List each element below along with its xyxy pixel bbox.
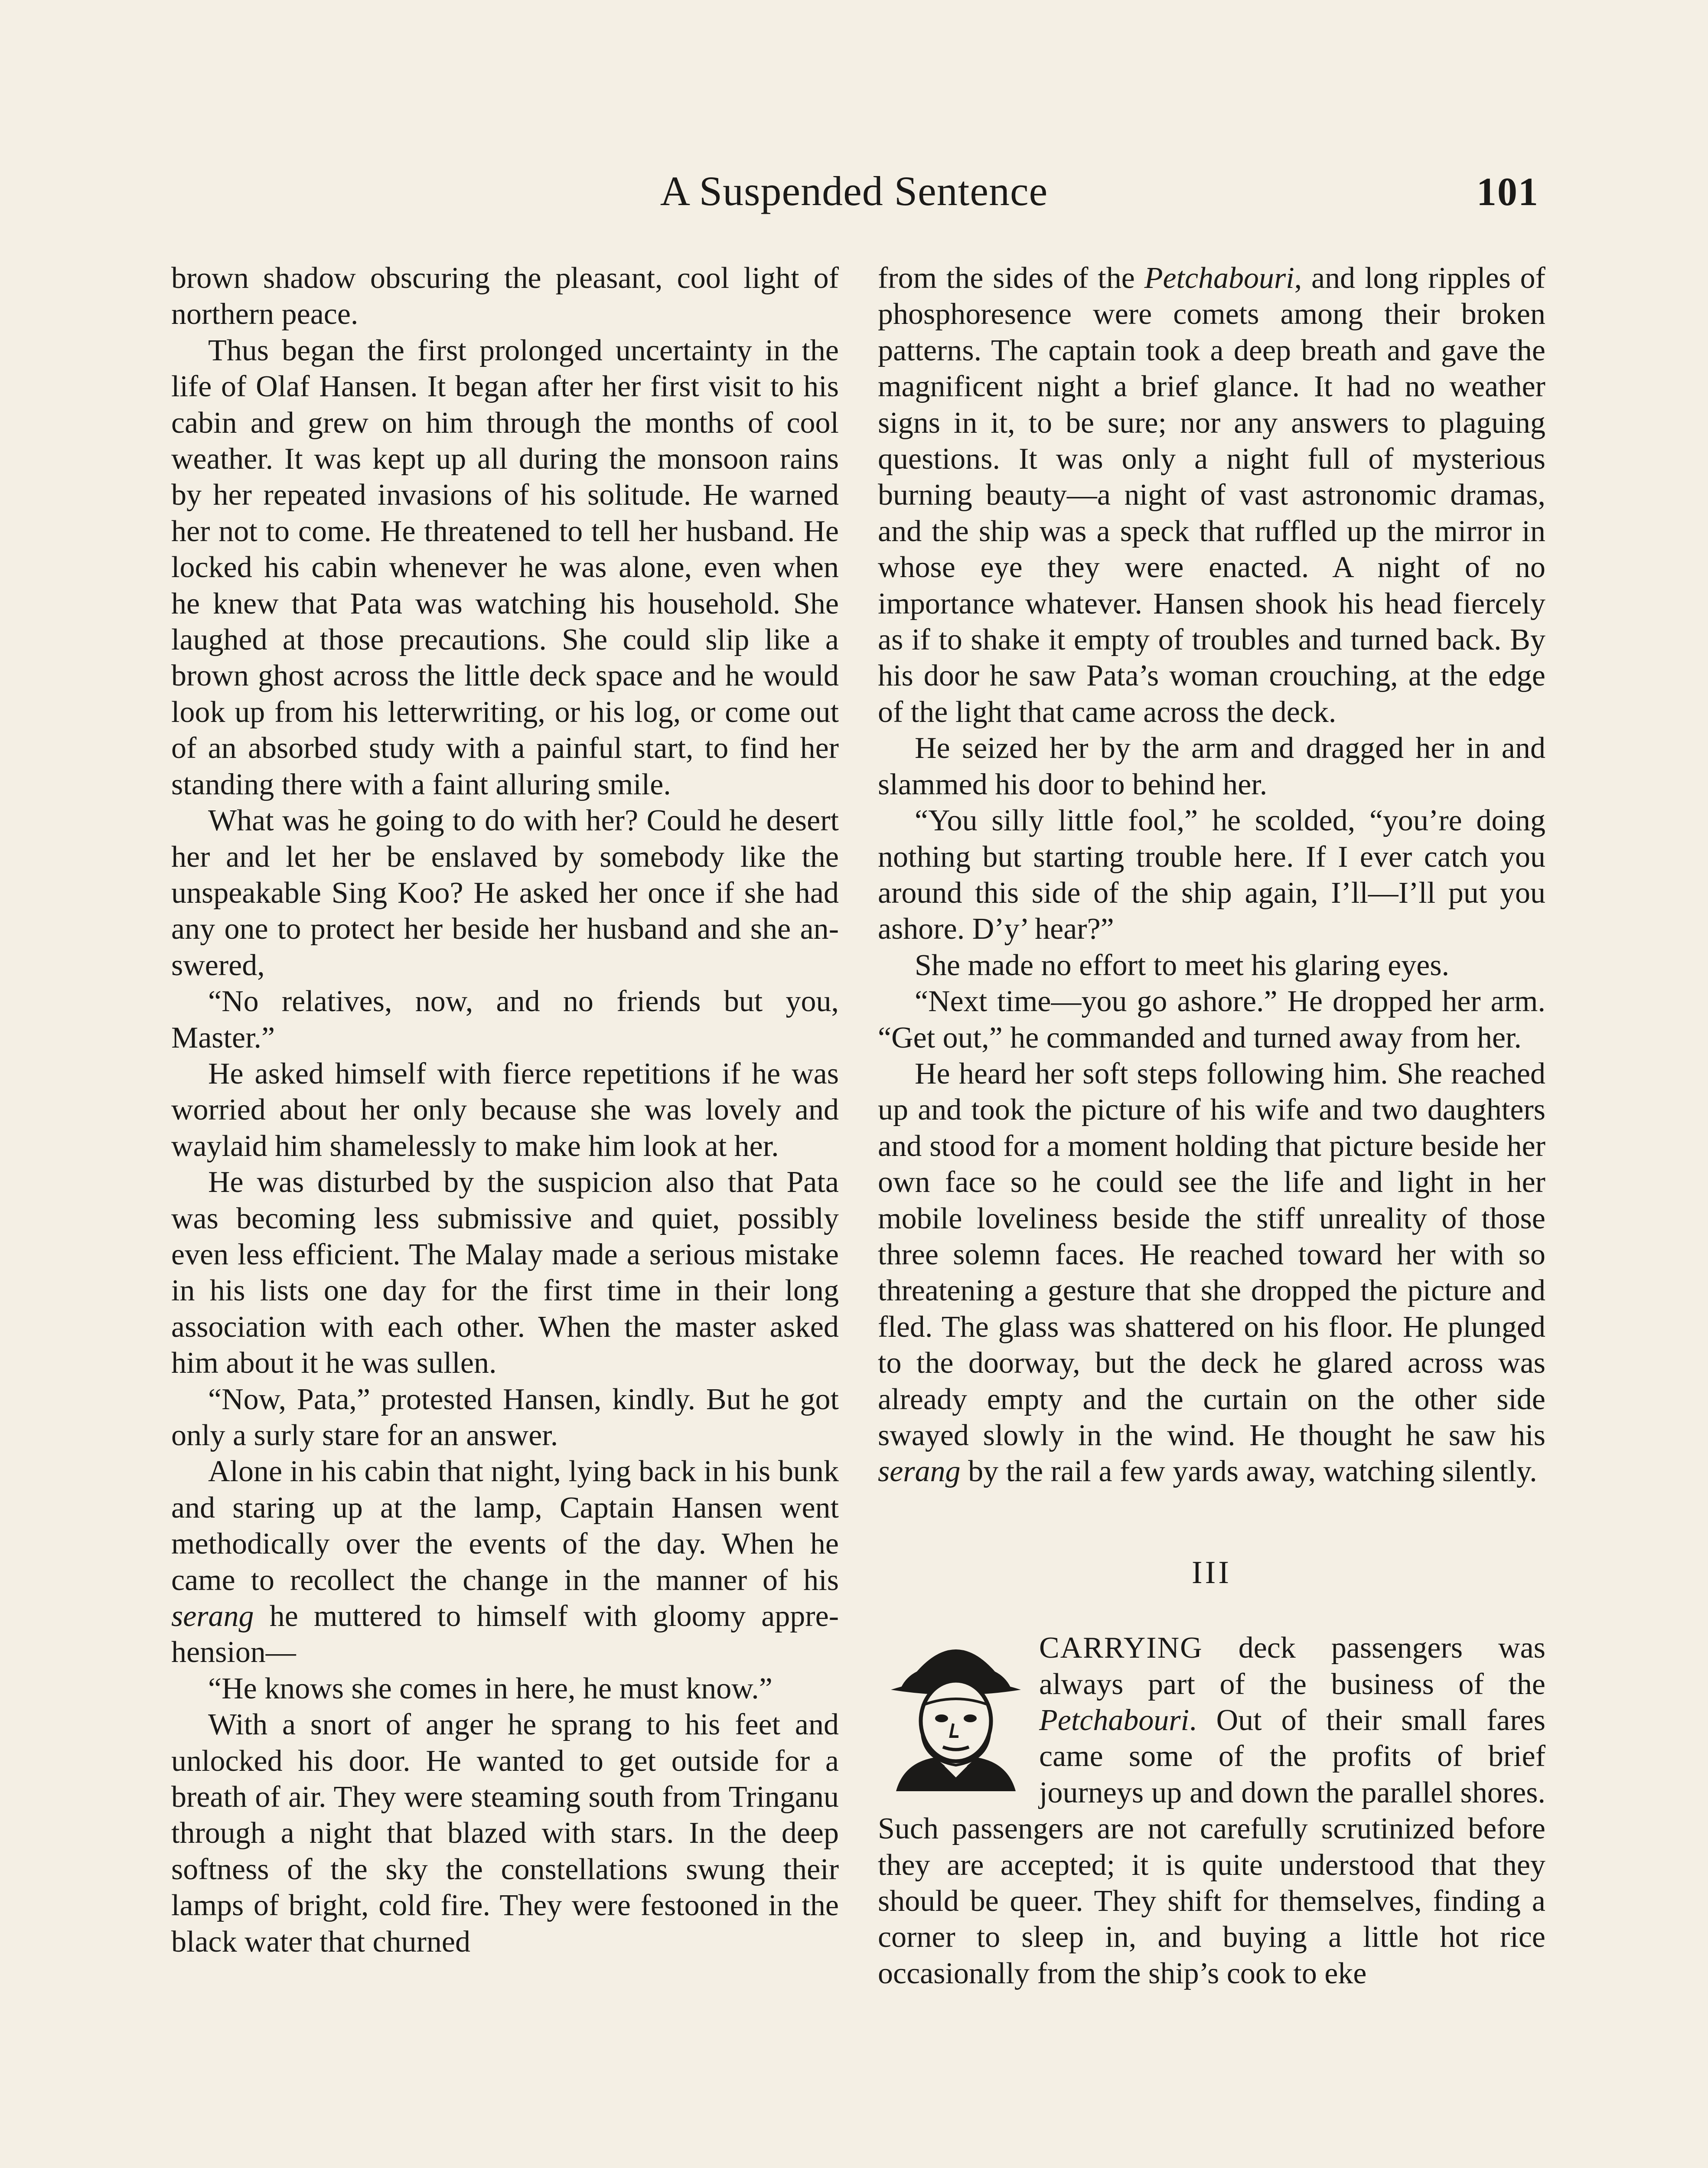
- section-opening-text: deck passengers was always part of the business of the Petchabouri. Out of their small fares came some of the profits of brief journeys up and down the parallel shores. Such passengers are not carefully scrutinized before they are accepted; it is quite understood that they should be queer. They shift for themselves, finding a corner to sleep in, and buying a little hot rice occasionally from the ship’s cook to eke: [878, 1631, 1545, 1990]
- paragraph: He was disturbed by the suspicion also that Pata was becoming less submissive and quiet, possibly even less efficient. The Malay made a serious mistake in his lists one day for the first time in their long association with each other. When the master asked him about it he was sullen.: [171, 1166, 839, 1380]
- paragraph: “He knows she comes in here, he must know.”: [208, 1672, 773, 1705]
- paragraph: “No relatives, now, and no friends but you, Master.”: [171, 985, 839, 1055]
- paragraph: “Now, Pata,” protested Hansen, kindly. But he got only a surly stare for an answer.: [171, 1382, 839, 1452]
- paragraph: from the sides of the Petchabouri, and long ripples of phosphoresence were comets among their broken patterns. The captain took a deep breath and gave the magnificent night a brief glance. It had no weather signs in it, to be sure; nor any answers to plaguing questions. It was only a night full of mysterious burning beauty—a night of vast astronomic dramas, and the ship was a speck that ruffled up the mirror in whose eye they were enacted. A night of no importance whatever. Hansen shook his head fiercely as if to shake it empty of troubles and turned back. By his door he saw Pata’s woman crouching, at the edge of the light that came across the deck.: [878, 261, 1545, 729]
- paragraph: Alone in his cabin that night, lying back in his bunk and staring up at the lamp, Captain Hansen went methodically over the events of the day. When he came to recollect the change in the manner of his serang he muttered to himself with gloomy apprehension—: [171, 1455, 839, 1669]
- paragraph: “You silly little fool,” he scolded, “you’re doing nothing but starting trouble here. If I ever catch you around this side of the ship again, I’ll—I’ll put you ashore. D’y’ hear?”: [878, 804, 1545, 946]
- paragraph: “Next time—you go ashore.” He dropped her arm. “Get out,” he commanded and turned away from her.: [878, 985, 1545, 1055]
- running-title: A Suspended Sentence: [660, 168, 1048, 214]
- section-heading: III: [1192, 1554, 1232, 1590]
- paragraph: What was he going to do with her? Could he desert her and let her be enslaved by somebody like the unspeakable Sing Koo? He asked her once if she had any one to protect her beside her husband and she answered,: [171, 804, 839, 982]
- dropcap-word: CARRYING: [1039, 1631, 1203, 1665]
- left-column: [171, 260, 839, 1960]
- section-opening-paragraph: [878, 1630, 1545, 1992]
- paragraph: He heard her soft steps following him. She reached up and took the picture of his wife and two daughters and stood for a moment holding that picture beside her own face so he could see the life and light in her mobile loveliness beside the stiff unreality of those three solemn faces. He reached toward her with so threatening a gesture that she dropped the picture and fled. The glass was shattered on his floor. He plunged to the doorway, but the deck he glared across was already empty and the curtain on the other side swayed slowly in the wind. He thought he saw his serang by the rail a few yards away, watching silently.: [878, 1057, 1545, 1489]
- paragraph: He seized her by the arm and dragged her in and slammed his door to behind her.: [878, 731, 1545, 801]
- running-header: [169, 158, 1539, 236]
- right-column: [878, 260, 1545, 1992]
- paragraph: brown shadow obscuring the pleasant, cool light of northern peace.: [171, 261, 839, 331]
- paragraph: With a snort of anger he sprang to his feet and unlocked his door. He wanted to get outside for a breath of air. They were steaming south from Tringanu through a night that blazed with stars. In the deep softness of the sky the constellations swung their lamps of bright, cold fire. They were festooned in the black water that churned: [171, 1708, 839, 1959]
- portrait-illustration-icon: [878, 1630, 1034, 1791]
- page-number: 101: [1477, 170, 1539, 214]
- paragraph: Thus began the first prolonged uncertainty in the life of Olaf Hansen. It began after her first visit to his cabin and grew on him through the months of cool weather. It was kept up all during the monsoon rains by her repeated invasions of his solitude. He warned her not to come. He threatened to tell her husband. He locked his cabin whenever he was alone, even when he knew that Pata was watching his household. She laughed at those precautions. She could slip like a brown ghost across the little deck space and he would look up from his letterwriting, or his log, or come out of an absorbed study with a painful start, to find her standing there with a faint alluring smile.: [171, 333, 839, 801]
- paragraph: He asked himself with fierce repetitions if he was worried about her only because she was lovely and waylaid him shamelessly to make him look at her.: [171, 1057, 839, 1163]
- paragraph: She made no effort to meet his glaring eyes.: [915, 948, 1450, 982]
